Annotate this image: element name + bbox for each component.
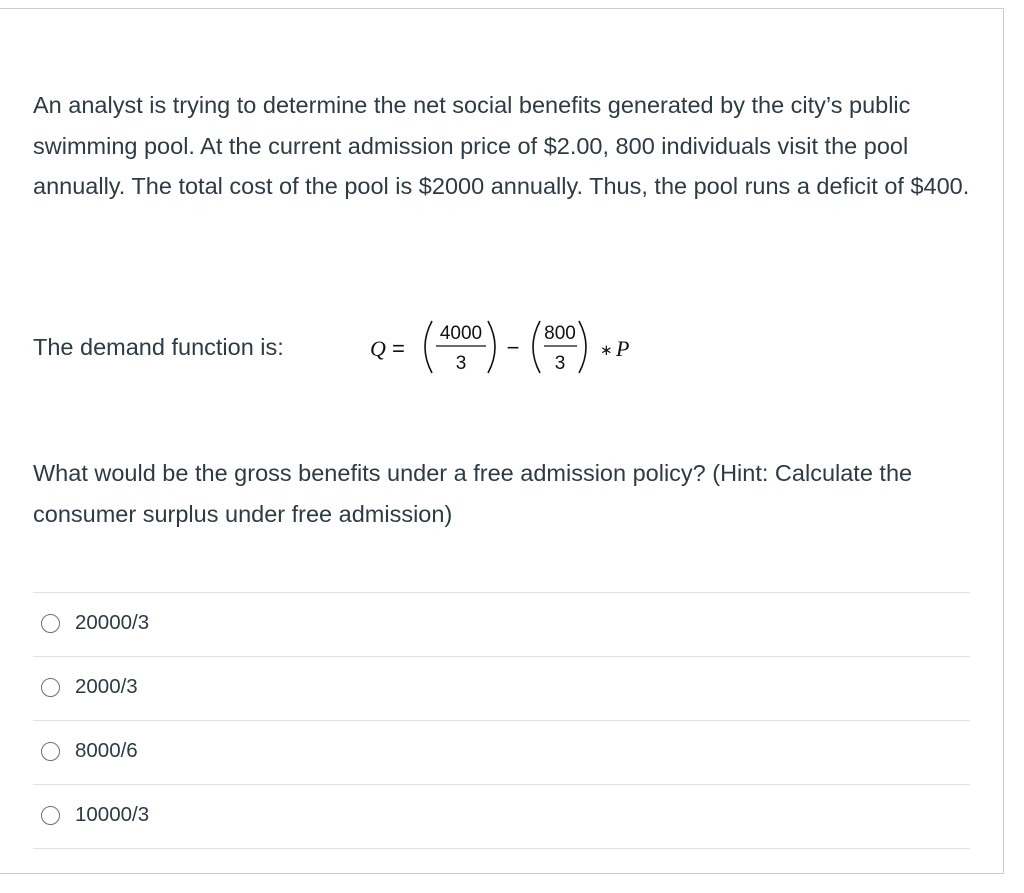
radio-button[interactable] bbox=[41, 806, 60, 825]
paren-close-2 bbox=[579, 321, 586, 373]
paren-open-1 bbox=[425, 321, 432, 373]
fraction-1-denominator: 3 bbox=[455, 353, 467, 374]
question-prompt: What would be the gross benefits under a free admission policy? (Hint: Calculate the consumer surplus under free admission) bbox=[33, 460, 913, 527]
radio-button[interactable] bbox=[41, 678, 60, 697]
answer-label[interactable]: 20000/3 bbox=[75, 611, 150, 634]
formula-times: ∗ bbox=[600, 341, 613, 359]
demand-function-row bbox=[33, 309, 933, 389]
paren-close-1 bbox=[488, 321, 495, 373]
radio-button[interactable] bbox=[41, 742, 60, 761]
demand-formula bbox=[368, 309, 728, 389]
answer-label[interactable]: 8000/6 bbox=[75, 739, 138, 762]
answer-option[interactable] bbox=[33, 785, 970, 849]
formula-equals: = bbox=[392, 336, 405, 361]
paren-open-2 bbox=[533, 321, 540, 373]
radio-button[interactable] bbox=[41, 614, 60, 633]
answer-list bbox=[33, 592, 970, 849]
question-paragraph: An analyst is trying to determine the net social benefits generated by the city’s public swimming pool. At the current admission price of $2.00, 800 individuals visit the pool annually. The total cost of the pool is $2000 annually. Thus, the pool runs a deficit of $400. bbox=[33, 92, 970, 199]
fraction-2-numerator: 800 bbox=[544, 323, 576, 344]
answer-label[interactable]: 2000/3 bbox=[75, 675, 138, 698]
answer-option[interactable] bbox=[33, 721, 970, 785]
formula-p: P bbox=[616, 336, 630, 361]
fraction-2-denominator: 3 bbox=[554, 353, 566, 374]
formula-minus: − bbox=[506, 335, 520, 360]
answer-option[interactable] bbox=[33, 657, 970, 721]
demand-function-label: The demand function is: bbox=[33, 334, 284, 360]
formula-q: Q bbox=[370, 336, 386, 361]
fraction-1-numerator: 4000 bbox=[439, 323, 483, 344]
answer-option[interactable] bbox=[33, 593, 970, 657]
answer-label[interactable]: 10000/3 bbox=[75, 803, 150, 826]
question-card bbox=[0, 8, 1004, 874]
